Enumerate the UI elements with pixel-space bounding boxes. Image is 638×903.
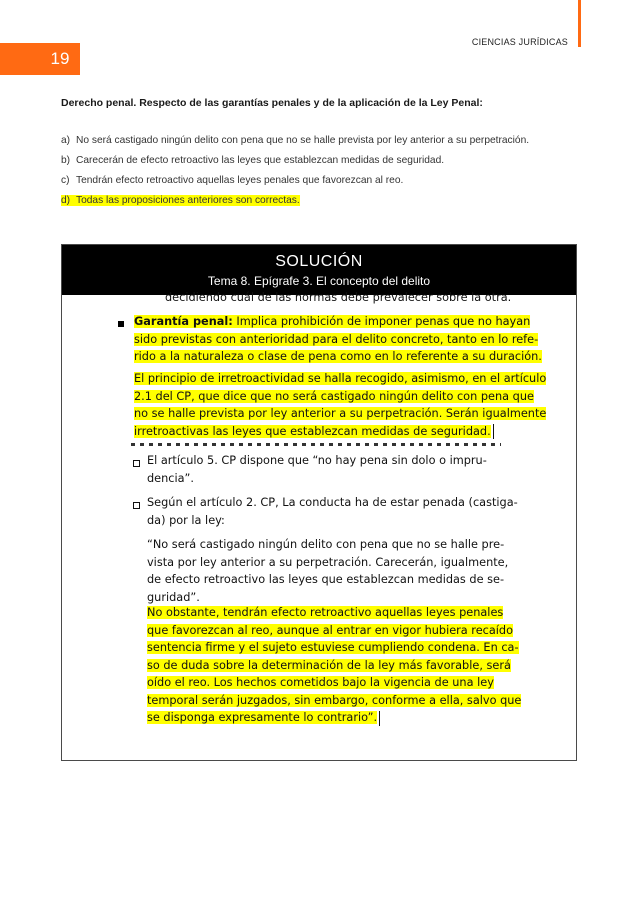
quote-paragraph: “No será castigado ningún delito con pena que no se halle pre- vista por ley anterior a su perpetración. Carecerán, igualmente, de efecto retroactivo las leyes que establezcan medidas de se- guridad”. [147, 538, 509, 604]
solution-title: SOLUCIÓN [275, 253, 363, 270]
option-c-text: Tendrán efecto retroactivo aquellas leyes penales que favorezcan al reo. [76, 175, 404, 186]
options-list [61, 134, 581, 214]
text-cursor [379, 711, 380, 726]
garantia-paragraph: Garantía penal: Implica prohibición de imponer penas que no hayan sido previstas con anterioridad para el delito concreto, tanto en lo refe- rido a la naturaleza o clase de pena como en lo referente a su duración. [134, 315, 542, 363]
option-d: d) Todas las proposiciones anteriores son correctas. [61, 195, 300, 206]
page-number-tab [0, 43, 80, 75]
option-a-text: No será castigado ningún delito con pena que no se halle prevista por ley anterior a su perpetración. [76, 135, 530, 146]
option-a: a) No será castigado ningún delito con pena que no se halle prevista por ley anterior a su perpetración. [61, 135, 530, 146]
retroactivo-favorable-paragraph: No obstante, tendrán efecto retroactivo aquellas leyes penales que favorezcan al reo, aunque al entrar en vigor hubiera recaído sentencia firme y el sujeto estuviese cumpliendo condena. En ca- so de duda sobre la determinación de la ley más favorable, será oído el reo. Los hechos cometidos bajo la vigencia de una ley temporal serán juzgados, sin embargo, conforme a ella, salvo que se disponga expresamente lo contrario”. [147, 606, 522, 724]
irretroactividad-paragraph: El principio de irretroactividad se halla recogido, asimismo, en el artículo 2.1 del CP, que dice que no será castigado ningún delito con pena que no se halle prevista por ley anterior a su perpetración. Serán igualmente irretroactivas las leyes que establezcan medidas de seguridad. [134, 372, 547, 438]
checkbox-bullet-icon [133, 502, 140, 509]
excerpt-top-line: decidiendo cuál de las normas debe prevalecer sobre la otra. [165, 291, 512, 304]
text-cursor [493, 424, 494, 439]
page-number: 19 [50, 49, 70, 68]
option-c: c) Tendrán efecto retroactivo aquellas leyes penales que favorezcan al reo. [61, 175, 404, 186]
clipped-line [131, 443, 501, 446]
articulo-2-item: Según el artículo 2. CP, La conducta ha de estar penada (castiga- da) por la ley: [147, 496, 518, 527]
question-text: Derecho penal. Respecto de las garantías penales y de la aplicación de la Ley Penal: [61, 97, 483, 109]
option-d-text: Todas las proposiciones anteriores son correctas. [76, 195, 300, 206]
checkbox-bullet-icon [133, 460, 140, 467]
bullet-square [118, 321, 124, 327]
option-b: b) Carecerán de efecto retroactivo las leyes que establezcan medidas de seguridad. [61, 155, 445, 166]
solution-header [62, 245, 576, 295]
header-accent-bar [578, 0, 581, 47]
option-b-text: Carecerán de efecto retroactivo las leyes que establezcan medidas de seguridad. [76, 155, 445, 166]
section-label: CIENCIAS JURÍDICAS [471, 37, 568, 47]
solution-subtitle: Tema 8. Epígrafe 3. El concepto del delito [207, 274, 431, 288]
articulo-5-item: El artículo 5. CP dispone que “no hay pena sin dolo o impru- dencia”. [147, 454, 487, 485]
